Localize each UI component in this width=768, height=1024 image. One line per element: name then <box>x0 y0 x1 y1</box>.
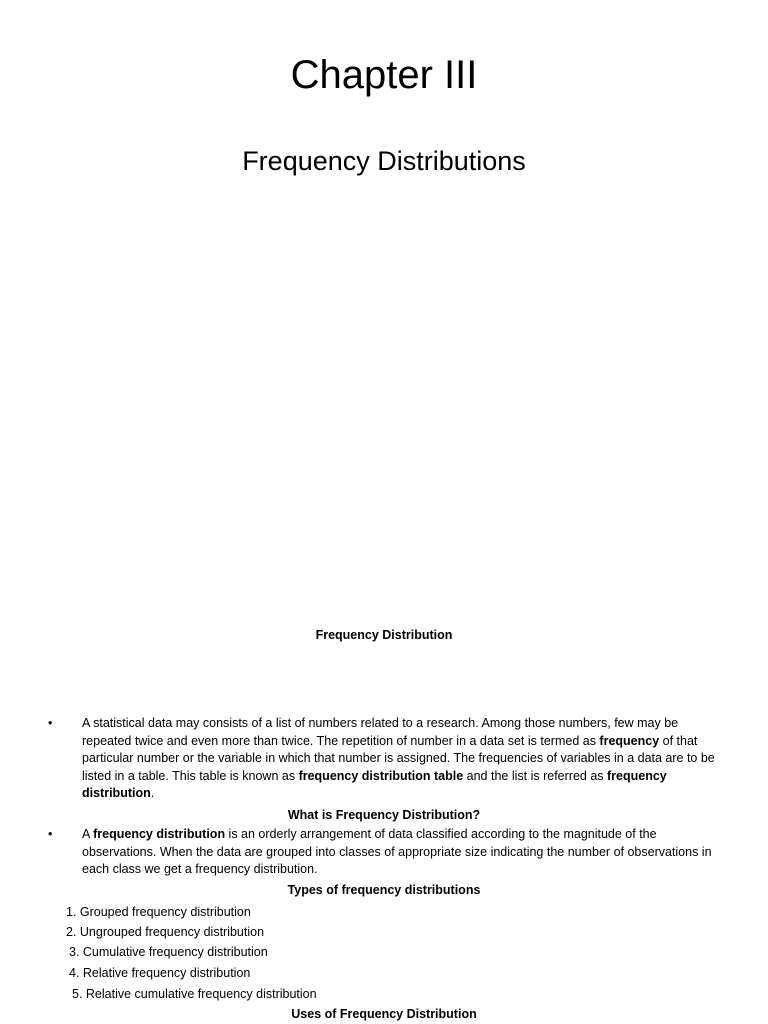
bold-term: frequency distribution <box>93 827 226 841</box>
bullet-marker: • <box>48 716 53 730</box>
text-segment: A statistical data may consists of a list of numbers related to a research. Among those numbers, few may be repeated twice and even more than twice. The repetition of number in a data set is termed as <box>82 716 679 748</box>
bullet-text <box>82 715 726 803</box>
chapter-subtitle: Frequency Distributions <box>242 146 526 176</box>
bold-term: frequency distribution table <box>298 768 464 783</box>
types-list-item: 5. Relative cumulative frequency distribution <box>72 987 317 1001</box>
text-segment: of that particular number or the variable in which that number is assigned. The frequencies of variables in a data are to be listed in a table. This table is known as <box>82 733 715 783</box>
bullet-frequency-definition <box>48 715 728 805</box>
text-segment: . <box>150 786 155 800</box>
bold-term: frequency <box>599 733 660 748</box>
types-heading: Types of frequency distributions <box>287 883 481 897</box>
types-list-item: 2. Ungrouped frequency distribution <box>66 925 265 939</box>
types-list-item: 3. Cumulative frequency distribution <box>69 945 268 959</box>
bold-term: frequency distribution <box>82 768 667 800</box>
section-heading: Frequency Distribution <box>315 628 453 642</box>
chapter-title: Chapter III <box>290 53 478 97</box>
text-segment: A <box>82 827 94 841</box>
bullet-marker: • <box>48 827 53 841</box>
types-list-item: 4. Relative frequency distribution <box>69 966 251 980</box>
bullet-text <box>82 826 726 879</box>
text-segment: is an orderly arrangement of data classified according to the magnitude of the observations. When the data are grouped into classes of appropriate size indicating the number of observations in each class we get a frequency distribution. <box>82 827 712 876</box>
bullet-frequency-distribution-definition <box>48 826 728 880</box>
what-is-heading: What is Frequency Distribution? <box>287 808 481 822</box>
uses-heading: Uses of Frequency Distribution <box>291 1007 477 1021</box>
types-list-item: 1. Grouped frequency distribution <box>66 905 251 919</box>
text-segment: and the list is referred as <box>463 768 607 783</box>
